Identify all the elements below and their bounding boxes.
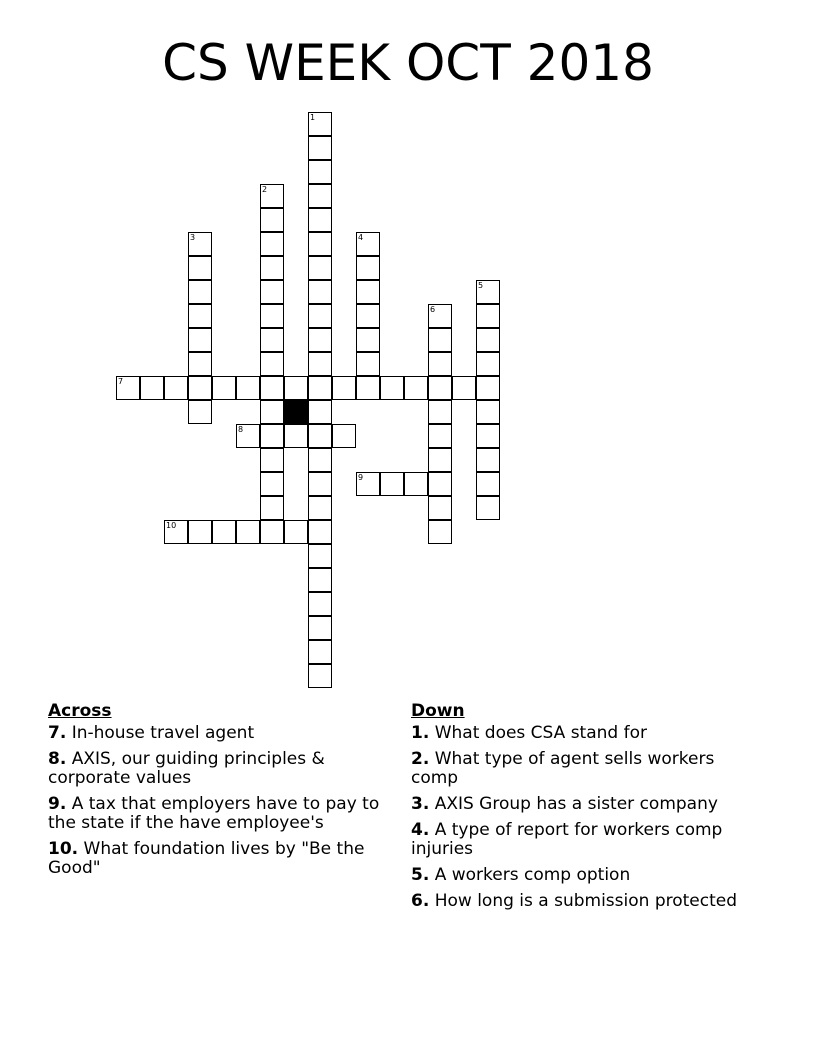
clue-text: AXIS, our guiding principles & corporate values [48,749,325,788]
clue-number: 3. [411,794,430,814]
clue-text: AXIS Group has a sister company [434,794,718,814]
grid-cell[interactable] [308,520,332,544]
down-clue [411,750,761,788]
grid-cell[interactable] [260,520,284,544]
grid-cell[interactable] [476,424,500,448]
grid-cell[interactable] [308,256,332,280]
grid-cell[interactable] [476,400,500,424]
cell-number: 6 [430,305,436,314]
down-heading: Down [411,701,465,721]
down-clue [411,892,761,911]
grid-cell[interactable] [428,304,452,328]
grid-cell[interactable] [308,112,332,136]
grid-cell[interactable] [308,424,332,448]
clue-text: What does CSA stand for [434,723,647,743]
grid-cell[interactable] [164,376,188,400]
grid-cell[interactable] [356,472,380,496]
grid-cell[interactable] [236,520,260,544]
clue-text: A tax that employers have to pay to the state if the have employee's [48,794,380,833]
puzzle-title: CS WEEK OCT 2018 [162,34,654,92]
grid-cell[interactable] [476,448,500,472]
grid-cell[interactable] [428,376,452,400]
down-clue [411,821,761,859]
clue-text: What foundation lives by "Be the Good" [48,839,365,878]
grid-cell[interactable] [308,136,332,160]
grid-cell[interactable] [308,664,332,688]
grid-cell[interactable] [332,376,356,400]
across-clues [48,702,398,885]
grid-cell[interactable] [212,520,236,544]
grid-cell[interactable] [188,352,212,376]
grid-cell[interactable] [356,256,380,280]
grid-cell[interactable] [308,280,332,304]
grid-cell[interactable] [428,520,452,544]
grid-cell[interactable] [260,280,284,304]
grid-cell[interactable] [428,424,452,448]
down-clues [411,702,761,918]
grid-cell[interactable] [308,208,332,232]
grid-cell[interactable] [260,328,284,352]
grid-cell[interactable] [164,520,188,544]
cell-number: 1 [310,113,316,122]
grid-cell[interactable] [260,304,284,328]
grid-cell[interactable] [140,376,164,400]
grid-cell[interactable] [332,424,356,448]
grid-cell[interactable] [260,352,284,376]
clue-text: A workers comp option [434,865,631,885]
grid-cell[interactable] [356,280,380,304]
down-clue [411,866,761,885]
grid-cell[interactable] [260,232,284,256]
grid-cell[interactable] [284,424,308,448]
grid-cell[interactable] [452,376,476,400]
grid-cell[interactable] [308,496,332,520]
grid-cell[interactable] [428,400,452,424]
grid-cell[interactable] [476,352,500,376]
grid-cell[interactable] [308,304,332,328]
clue-number: 1. [411,723,430,743]
grid-cell[interactable] [260,424,284,448]
across-heading: Across [48,701,112,721]
down-clue [411,724,761,743]
grid-cell[interactable] [308,448,332,472]
clue-text: How long is a submission protected [434,891,738,911]
grid-cell[interactable] [380,376,404,400]
grid-cell[interactable] [356,328,380,352]
grid-cell[interactable] [260,184,284,208]
cell-number: 5 [478,281,484,290]
clue-number: 4. [411,820,430,840]
grid-cell[interactable] [308,232,332,256]
cell-number: 4 [358,233,364,242]
grid-cell[interactable] [476,472,500,496]
grid-cell[interactable] [308,640,332,664]
cell-number: 2 [262,185,268,194]
grid-cell[interactable] [260,496,284,520]
grid-cell[interactable] [308,160,332,184]
grid-cell[interactable] [260,472,284,496]
cell-number: 9 [358,473,364,482]
grid-cell[interactable] [428,496,452,520]
grid-cell[interactable] [404,376,428,400]
across-clue [48,795,398,833]
grid-cell[interactable] [356,376,380,400]
grid-cell[interactable] [428,448,452,472]
grid-cell[interactable] [308,328,332,352]
grid-cell[interactable] [260,400,284,424]
grid-cell[interactable] [236,376,260,400]
grid-cell[interactable] [308,352,332,376]
grid-cell[interactable] [188,256,212,280]
grid-cell[interactable] [308,400,332,424]
cell-number: 7 [118,377,124,386]
grid-cell[interactable] [476,376,500,400]
grid-cell[interactable] [188,376,212,400]
grid-cell[interactable] [308,472,332,496]
black-cell [284,400,308,424]
clue-number: 5. [411,865,430,885]
grid-cell[interactable] [188,280,212,304]
grid-cell[interactable] [188,304,212,328]
grid-cell[interactable] [476,496,500,520]
across-clue [48,840,398,878]
grid-cell[interactable] [428,472,452,496]
grid-cell[interactable] [308,376,332,400]
clue-number: 6. [411,891,430,911]
grid-cell[interactable] [380,472,404,496]
down-clue [411,795,761,814]
grid-cell[interactable] [476,328,500,352]
across-clue [48,750,398,788]
cell-number: 10 [166,521,177,530]
grid-cell[interactable] [236,424,260,448]
clue-number: 7. [48,723,67,743]
grid-cell[interactable] [260,256,284,280]
grid-cell[interactable] [212,376,236,400]
grid-cell[interactable] [476,304,500,328]
grid-cell[interactable] [308,184,332,208]
grid-cell[interactable] [428,352,452,376]
grid-cell[interactable] [308,544,332,568]
grid-cell[interactable] [404,472,428,496]
grid-cell[interactable] [284,520,308,544]
grid-cell[interactable] [308,568,332,592]
grid-cell[interactable] [188,520,212,544]
grid-cell[interactable] [260,208,284,232]
clue-text: A type of report for workers comp injuries [411,820,723,859]
grid-cell[interactable] [476,280,500,304]
clue-number: 9. [48,794,67,814]
across-clue [48,724,398,743]
grid-cell[interactable] [308,592,332,616]
grid-cell[interactable] [284,376,308,400]
clue-number: 8. [48,749,67,769]
grid-cell[interactable] [356,304,380,328]
grid-cell[interactable] [428,328,452,352]
clue-number: 10. [48,839,79,859]
grid-cell[interactable] [356,352,380,376]
clue-text: In-house travel agent [71,723,255,743]
grid-cell[interactable] [116,376,140,400]
cell-number: 3 [190,233,196,242]
grid-cell[interactable] [188,328,212,352]
grid-cell[interactable] [356,232,380,256]
grid-cell[interactable] [260,448,284,472]
clue-text: What type of agent sells workers comp [411,749,715,788]
grid-cell[interactable] [188,232,212,256]
cell-number: 8 [238,425,244,434]
grid-cell[interactable] [188,400,212,424]
grid-cell[interactable] [260,376,284,400]
grid-cell[interactable] [308,616,332,640]
clue-number: 2. [411,749,430,769]
